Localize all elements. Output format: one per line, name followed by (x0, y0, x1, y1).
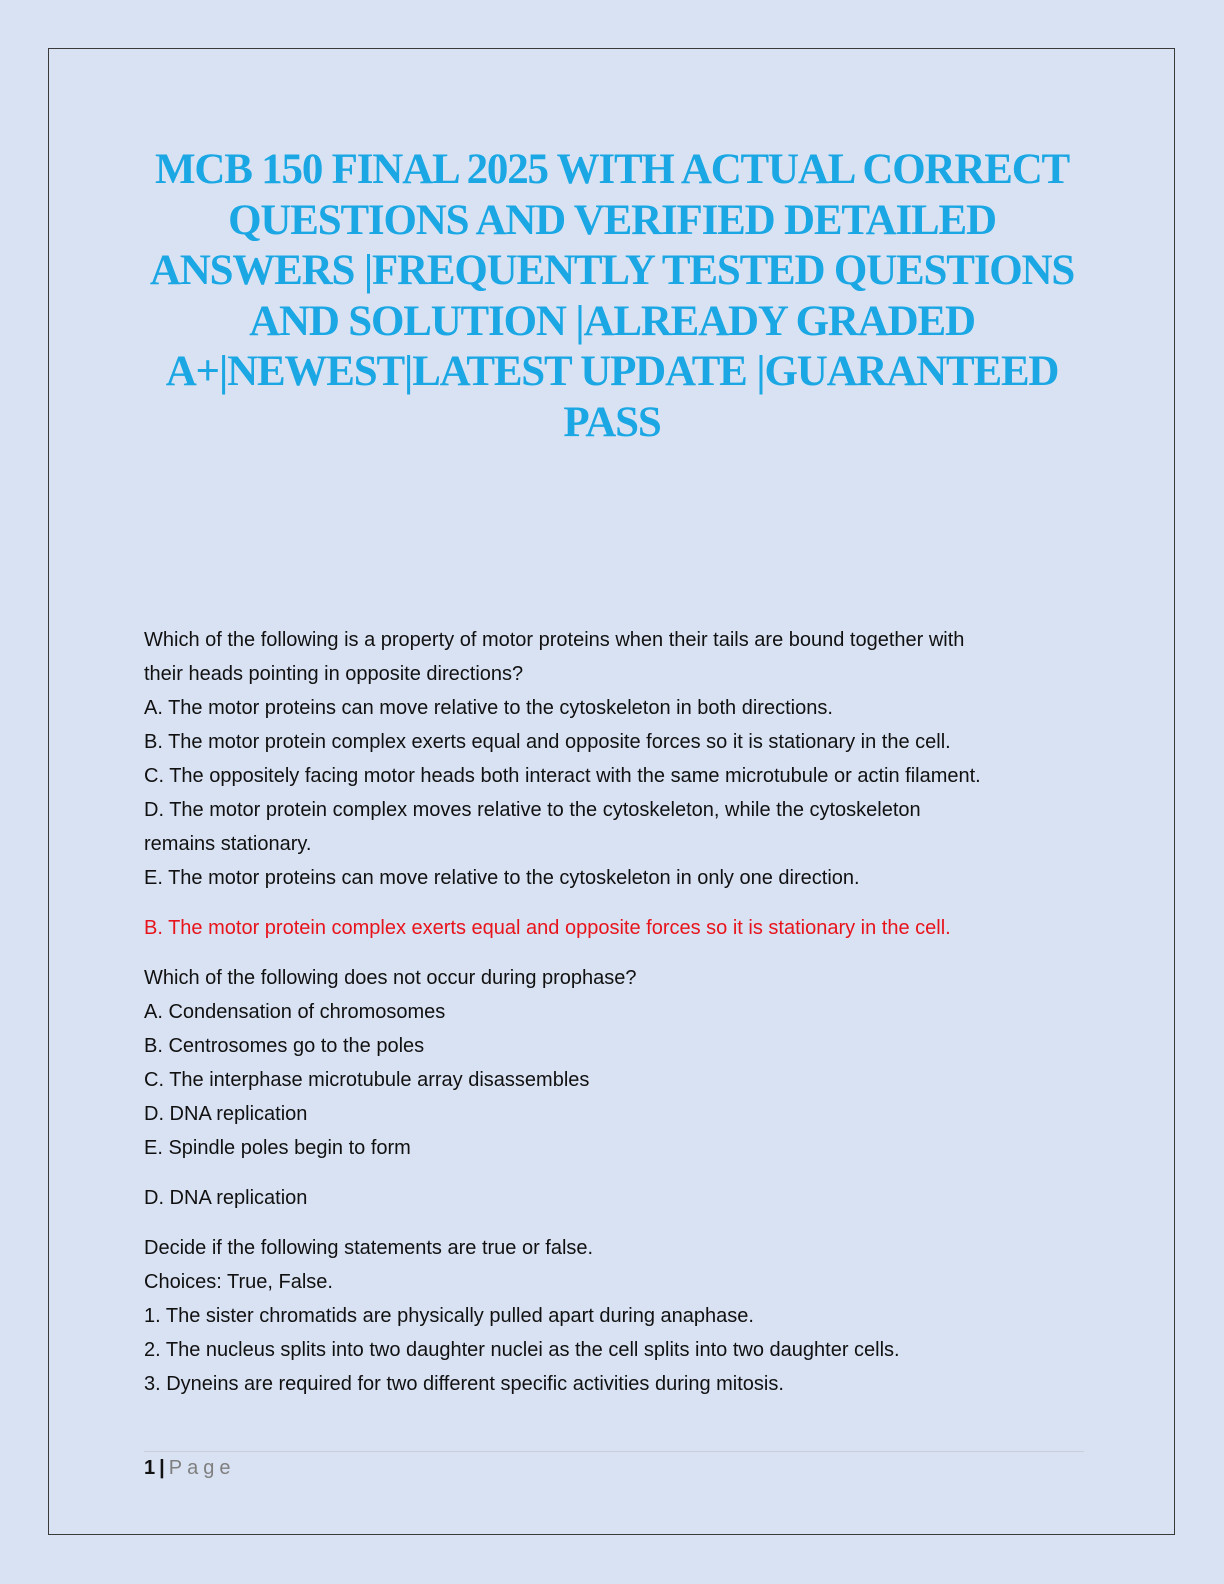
option-b: B. Centrosomes go to the poles (144, 1035, 425, 1057)
footer-separator: | (159, 1457, 165, 1479)
answer: B. The motor protein complex exerts equal and opposite forces so it is stationary in the cell. (144, 917, 951, 939)
question-stem: Which of the following is a property of motor proteins when their tails are bound together with (144, 629, 965, 651)
answer: D. DNA replication (144, 1187, 308, 1209)
option-a: A. The motor proteins can move relative to the cytoskeleton in both directions. (144, 697, 833, 719)
option-c: C. The interphase microtubule array disassembles (144, 1069, 590, 1091)
statement-3: 3. Dyneins are required for two different specific activities during mitosis. (144, 1373, 784, 1395)
option-c: C. The oppositely facing motor heads both interact with the same microtubule or actin filament. (144, 765, 981, 787)
statement-2: 2. The nucleus splits into two daughter nuclei as the cell splits into two daughter cells. (144, 1339, 900, 1361)
question-1 (144, 623, 1084, 945)
page-number: 1 (144, 1457, 156, 1479)
question-stem: their heads pointing in opposite directions? (144, 663, 524, 685)
option-b: B. The motor protein complex exerts equal and opposite forces so it is stationary in the cell. (144, 731, 951, 753)
question-stem: Which of the following does not occur during prophase? (144, 967, 637, 989)
page-footer (144, 1454, 235, 1482)
question-3 (144, 1231, 1084, 1401)
question-2 (144, 961, 1084, 1215)
option-e: E. Spindle poles begin to form (144, 1137, 411, 1159)
document-title: MCB 150 FINAL 2025 WITH ACTUAL CORRECT QUESTIONS AND VERIFIED DETAILED ANSWERS |FREQUENTLY TESTED QUESTIONS AND SOLUTION |ALREADY GRADED A+|NEWEST|LATEST UPDATE |GUARANTEED PASS (149, 146, 1075, 446)
option-e: E. The motor proteins can move relative to the cytoskeleton in only one direction. (144, 867, 860, 889)
option-d: D. The motor protein complex moves relative to the cytoskeleton, while the cytoskeleton (144, 799, 921, 821)
option-d: D. DNA replication (144, 1103, 308, 1125)
statement-1: 1. The sister chromatids are physically pulled apart during anaphase. (144, 1305, 754, 1327)
page-label: Page (168, 1457, 236, 1479)
choices-text: Choices: True, False. (144, 1271, 333, 1293)
question-stem: Decide if the following statements are true or false. (144, 1237, 594, 1259)
option-a: A. Condensation of chromosomes (144, 1001, 446, 1023)
document-body (144, 623, 1084, 1401)
footer-divider (144, 1451, 1084, 1452)
option-d: remains stationary. (144, 833, 312, 855)
